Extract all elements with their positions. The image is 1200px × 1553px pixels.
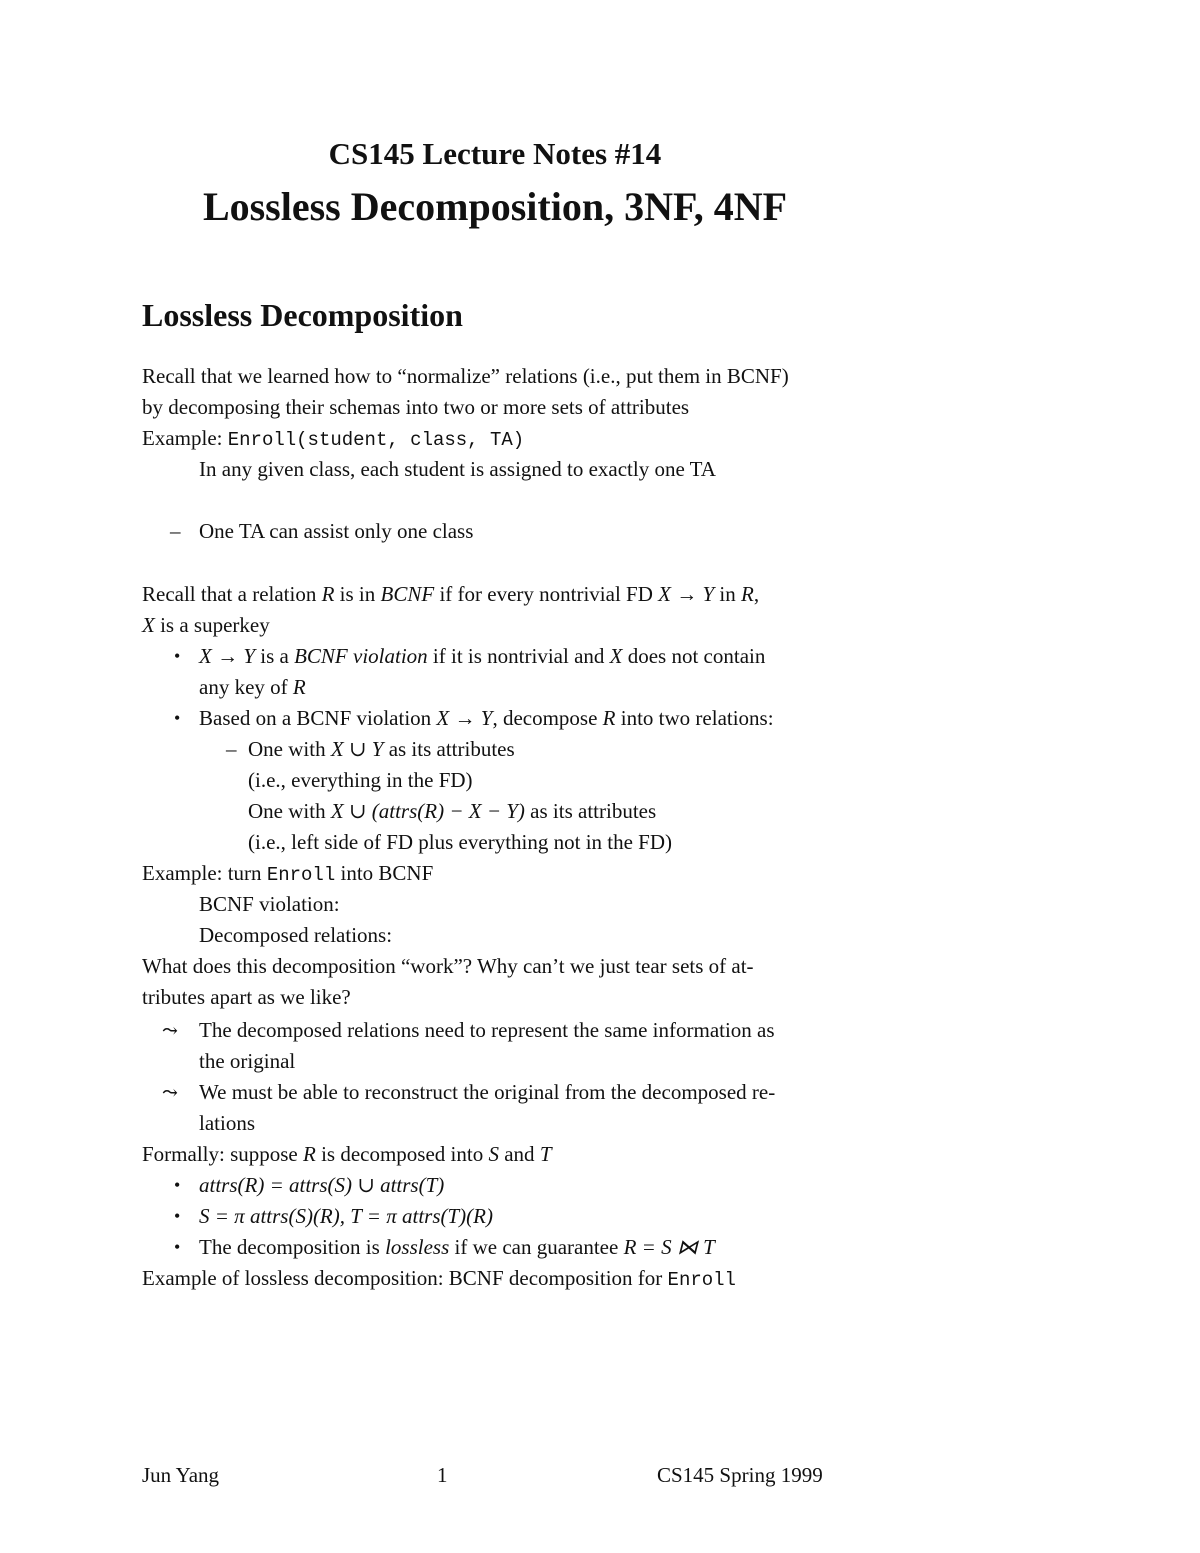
math-join: R = S ⋈ T [623, 1235, 715, 1259]
math-fd: X → Y [199, 644, 256, 668]
footer-course-term: CS145 Spring 1999 [657, 1463, 823, 1487]
example-schema: Enroll(student, class, TA) [227, 429, 525, 451]
example-constraint: In any given class, each student is assigned to exactly one TA [199, 457, 716, 481]
paragraph-line: by decomposing their schemas into two or more sets of attributes [142, 395, 690, 419]
left-side-line: (i.e., left side of FD plus everything not in the FD) [248, 830, 673, 854]
math-symbol: R [303, 1142, 316, 1166]
why-work-line: What does this decomposition “work”? Why can’t we just tear sets of at- [142, 954, 754, 978]
text-run: if we can guarantee [454, 1235, 619, 1259]
math-symbol: R [602, 706, 616, 730]
text-run: The decomposition is [199, 1235, 380, 1259]
course-title: CS145 Lecture Notes #14 [328, 136, 662, 171]
bullet-marker: • [174, 646, 181, 666]
text-run: Example of lossless decomposition: BCNF decomposition for [142, 1266, 663, 1290]
leadsto-glyph: ⤳ [162, 1082, 178, 1104]
text-run: in [719, 582, 736, 606]
text-run: Formally: suppose [142, 1142, 298, 1166]
bcnf-violation-label: BCNF violation: [199, 892, 340, 916]
text-run: into two relations: [620, 706, 774, 730]
text-run: is a [260, 644, 289, 668]
text-run: if for every nontrivial FD [439, 582, 653, 606]
text-run: Based on a BCNF violation [199, 706, 432, 730]
topic-title: Lossless Decomposition, 3NF, 4NF [202, 184, 788, 229]
dash-marker: – [226, 737, 237, 761]
bcnf-violation-line-2 [199, 673, 306, 701]
math-symbol: X [609, 644, 623, 668]
decomposed-label: Decomposed relations: [199, 923, 393, 947]
text-run: Recall that a relation [142, 582, 317, 606]
footer-page-number: 1 [437, 1463, 448, 1487]
text-run: and [504, 1142, 535, 1166]
code-enroll: Enroll [266, 864, 336, 886]
bullet-marker: • [174, 708, 181, 728]
term-bcnf: BCNF [380, 582, 435, 606]
math-symbol: X [142, 613, 155, 637]
need-represent-line: The decomposed relations need to represent the same information as [199, 1018, 775, 1042]
reconstruct-line: We must be able to reconstruct the original from the decomposed re- [199, 1080, 776, 1104]
formally-line [142, 1140, 552, 1168]
math-fd: X → Y [436, 706, 493, 730]
text-run: any key of [199, 675, 288, 699]
section-heading: Lossless Decomposition [142, 297, 463, 333]
math-symbol: S [488, 1142, 499, 1166]
one-with-union-line [248, 735, 515, 763]
term-lossless: lossless [385, 1235, 450, 1259]
punct: , [753, 582, 760, 606]
math-union-rest: X ∪ (attrs(R) − X − Y) [330, 799, 525, 823]
text-run: is decomposed into [321, 1142, 484, 1166]
text-run: into BCNF [340, 861, 434, 885]
one-with-rest-line [248, 797, 656, 825]
math-fd: X → Y [658, 582, 715, 606]
bullet-marker: • [174, 1206, 181, 1226]
text-run: , decompose [492, 706, 598, 730]
math-symbol: R [292, 675, 306, 699]
code-enroll: Enroll [667, 1269, 736, 1291]
text-run: is in [339, 582, 376, 606]
text-run: as its attributes [388, 737, 515, 761]
bcnf-definition-line-2 [142, 611, 270, 639]
footer-author: Jun Yang [142, 1463, 220, 1487]
term-bcnf-violation: BCNF violation [294, 644, 428, 668]
decompose-line [199, 704, 774, 732]
lossless-example-line [142, 1264, 736, 1294]
attrs-equation: attrs(R) = attrs(S) ∪ attrs(T) [199, 1173, 445, 1197]
dash-marker: – [170, 519, 181, 543]
everything-fd-line: (i.e., everything in the FD) [248, 768, 473, 792]
leadsto-icon [162, 1016, 178, 1045]
reconstruct-line-2: lations [199, 1111, 255, 1135]
math-symbol: R [321, 582, 335, 606]
lossless-definition-line [199, 1233, 715, 1261]
math-symbol: R [741, 582, 754, 606]
why-work-line-2: tributes apart as we like? [142, 985, 351, 1009]
text-run: One with [248, 737, 326, 761]
example-label: Example: [142, 426, 223, 450]
text-run: One with [248, 799, 326, 823]
text-run: does not contain [627, 644, 766, 668]
math-union: X ∪ Y [330, 737, 384, 761]
projection-equation: S = π attrs(S)(R), T = π attrs(T)(R) [199, 1204, 493, 1228]
text-run: as its attributes [530, 799, 657, 823]
bcnf-definition-line [142, 580, 759, 608]
turn-enroll-line [142, 859, 433, 889]
leadsto-icon [162, 1078, 178, 1107]
example-line [142, 424, 524, 454]
math-symbol: T [539, 1142, 552, 1166]
bullet-marker: • [174, 1175, 181, 1195]
bullet-marker: • [174, 1237, 181, 1257]
text-run: Example: turn [142, 861, 262, 885]
bcnf-violation-line [199, 642, 765, 670]
text-run: if it is nontrivial and [432, 644, 605, 668]
need-represent-line-2: the original [199, 1049, 296, 1073]
paragraph-line: Recall that we learned how to “normalize” relations (i.e., put them in BCNF) [142, 364, 789, 388]
text-run: is a superkey [160, 613, 270, 637]
leadsto-glyph: ⤳ [162, 1020, 178, 1042]
example-constraint-2: One TA can assist only one class [199, 519, 474, 543]
